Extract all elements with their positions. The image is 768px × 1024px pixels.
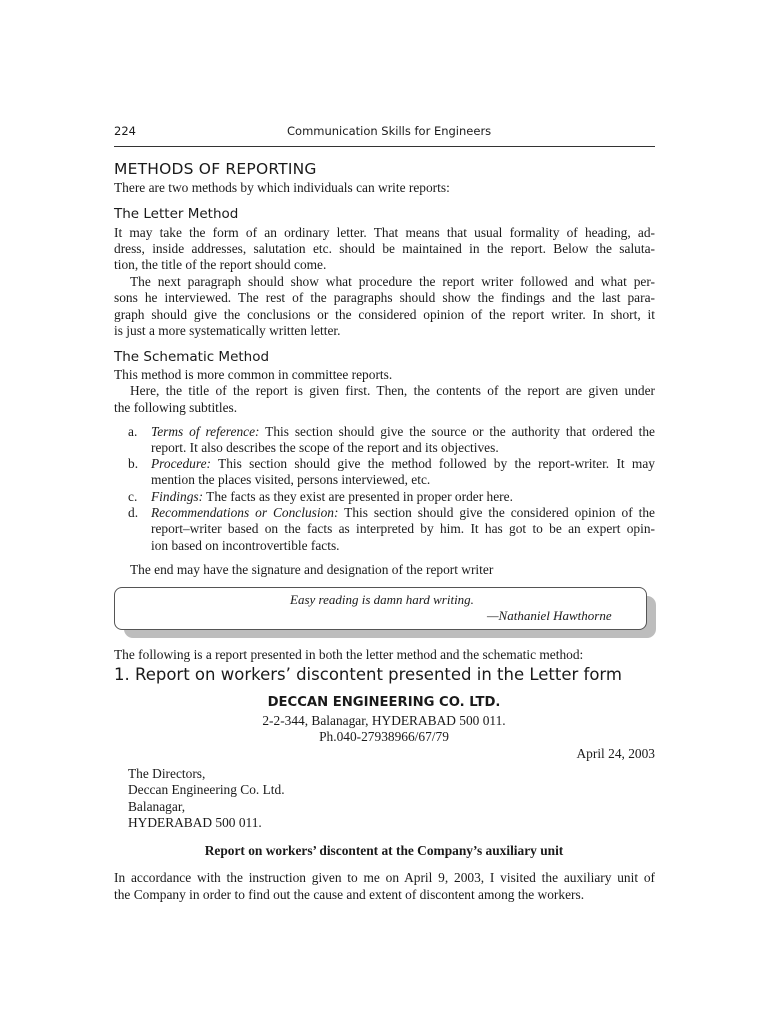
quote-text: Easy reading is damn hard writing. xyxy=(290,592,474,607)
section-title: METHODS OF REPORTING xyxy=(114,160,317,178)
letter-method-heading: The Letter Method xyxy=(114,206,239,222)
paragraph-line: the following subtitles. xyxy=(114,400,238,415)
list-marker: d. xyxy=(128,505,139,520)
paragraph-line: It may take the form of an ordinary letter. That means that usual formality of heading, ad- xyxy=(114,225,655,240)
list-item xyxy=(151,504,655,521)
list-item-term: Procedure: xyxy=(151,456,211,471)
list-item-text: This section should give the source or the authority that ordered the xyxy=(259,424,655,439)
list-item-line: report. It also describes the scope of the report and its objectives. xyxy=(151,440,499,455)
closing-line: The end may have the signature and designation of the report writer xyxy=(130,562,494,577)
company-phone: Ph.040-27938966/67/79 xyxy=(319,729,449,744)
list-item-term: Recommendations or Conclusion: xyxy=(151,505,339,520)
page-number: 224 xyxy=(114,124,136,138)
list-item-line: ion based on incontrovertible facts. xyxy=(151,538,340,553)
paragraph-line: The following is a report presented in both the letter method and the schematic method: xyxy=(114,647,584,662)
quote-author: —Nathaniel Hawthorne xyxy=(487,608,612,623)
list-item-text: The facts as they exist are presented in proper order here. xyxy=(203,489,513,504)
recipient-line: Deccan Engineering Co. Ltd. xyxy=(128,782,285,797)
paragraph-line: is just a more systematically written letter. xyxy=(114,323,341,338)
company-address: 2-2-344, Balanagar, HYDERABAD 500 011. xyxy=(262,713,506,728)
schematic-method-heading: The Schematic Method xyxy=(114,349,270,365)
paragraph-line: The next paragraph should show what procedure the report writer followed and what per- xyxy=(130,274,655,289)
paragraph-line: sons he interviewed. The rest of the paragraphs should show the findings and the last para- xyxy=(114,290,655,305)
paragraph-line: graph should give the conclusions or the considered opinion of the report writer. In short, it xyxy=(114,307,655,322)
paragraph-line: tion, the title of the report should come. xyxy=(114,257,327,272)
letter-body-line: the Company in order to find out the cause and extent of discontent among the workers. xyxy=(114,887,585,902)
list-item xyxy=(151,488,655,505)
list-marker: c. xyxy=(128,489,138,504)
list-item xyxy=(151,423,655,440)
paragraph-line: This method is more common in committee reports. xyxy=(114,367,393,382)
list-item-line: mention the places visited, persons interviewed, etc. xyxy=(151,472,431,487)
list-marker: b. xyxy=(128,456,139,471)
list-item-text: This section should give the considered opinion of the xyxy=(338,505,655,520)
header-rule xyxy=(114,146,655,147)
running-title: Communication Skills for Engineers xyxy=(287,124,492,138)
section-intro: There are two methods by which individuals can write reports: xyxy=(114,180,450,195)
paragraph-line: dress, inside addresses, salutation etc. should be maintained in the report. Below the saluta- xyxy=(114,241,655,256)
recipient-line: HYDERABAD 500 011. xyxy=(128,815,262,830)
report-heading: 1. Report on workers’ discontent presented in the Letter form xyxy=(114,665,623,684)
letter-body-line: In accordance with the instruction given to me on April 9, 2003, I visited the auxiliary unit of xyxy=(114,870,655,885)
recipient-line: Balanagar, xyxy=(128,799,186,814)
list-marker: a. xyxy=(128,424,138,439)
list-item-term: Terms of reference: xyxy=(151,424,260,439)
list-item-text: This section should give the method followed by the report-writer. It may xyxy=(210,456,655,471)
recipient-line: The Directors, xyxy=(128,766,206,781)
paragraph-line: Here, the title of the report is given first. Then, the contents of the report are given under xyxy=(130,383,655,398)
list-item xyxy=(151,455,655,472)
company-name: DECCAN ENGINEERING CO. LTD. xyxy=(267,695,501,710)
list-item-line: report–writer based on the facts as interpreted by him. It has got to be an expert opin- xyxy=(151,521,655,536)
letter-date: April 24, 2003 xyxy=(576,746,655,761)
letter-subject: Report on workers’ discontent at the Company’s auxiliary unit xyxy=(204,843,564,858)
list-item-term: Findings: xyxy=(151,489,204,504)
